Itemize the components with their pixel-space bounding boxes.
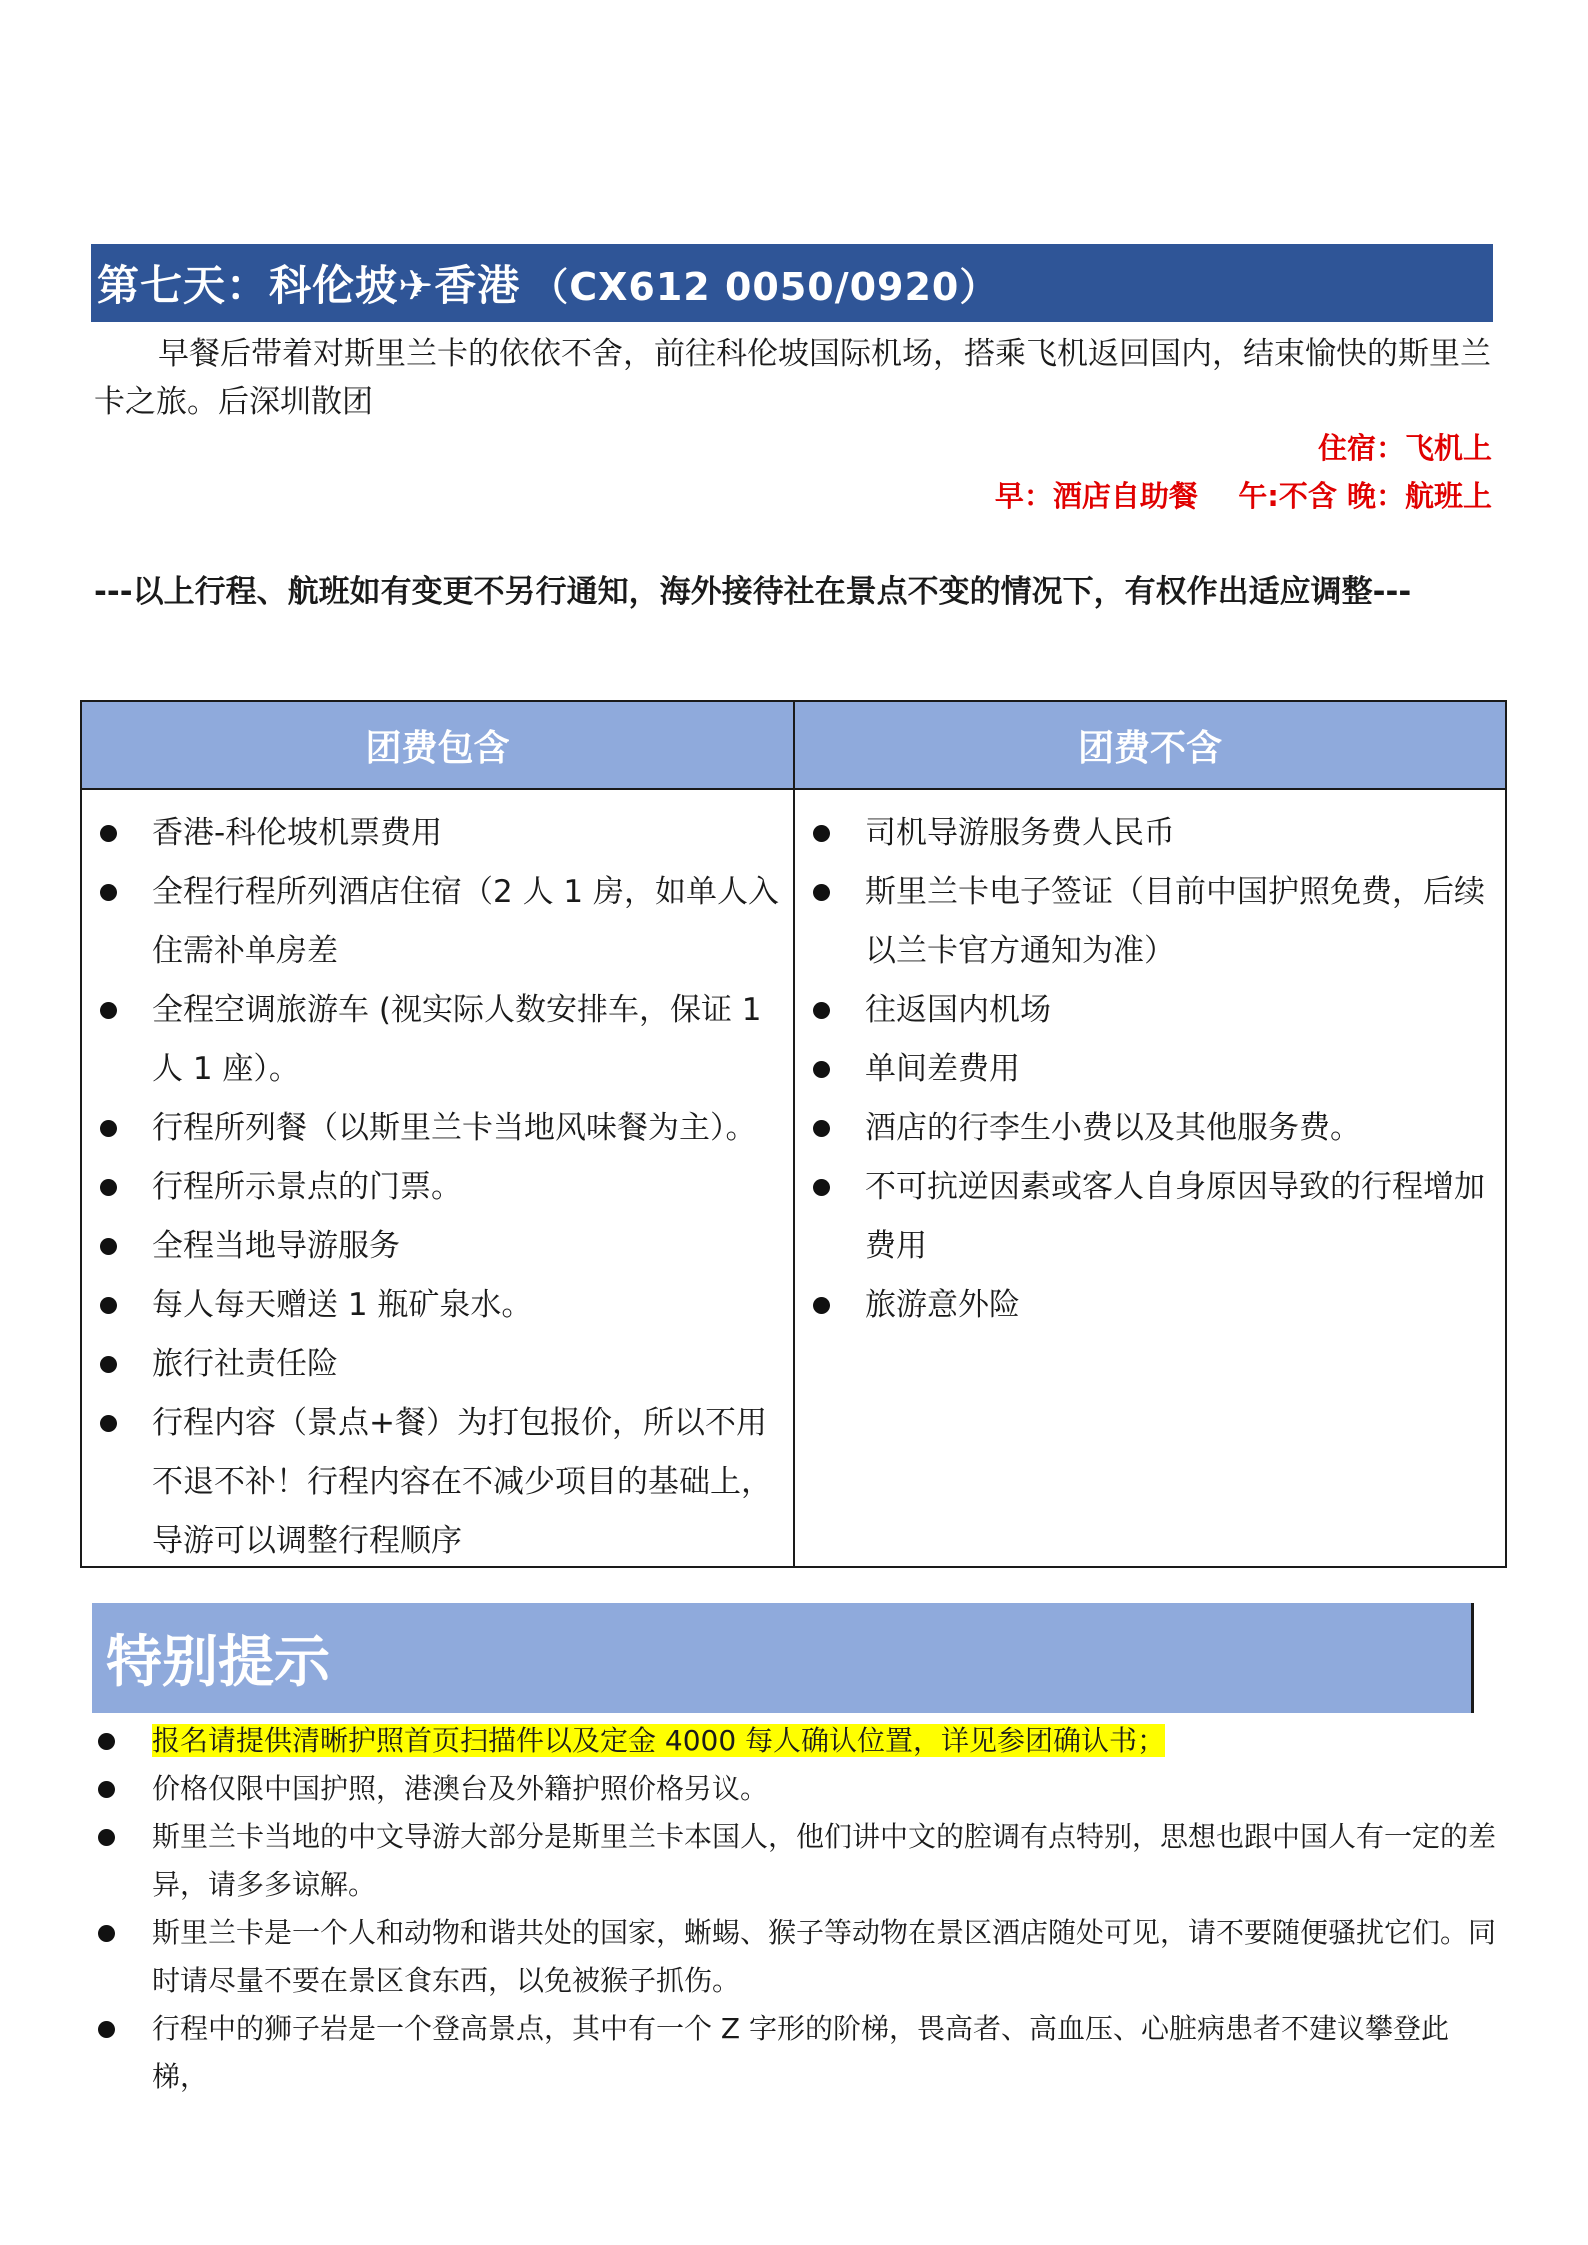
list-item: 斯里兰卡电子签证（目前中国护照免费，后续以兰卡官方通知为准） <box>795 863 1495 981</box>
list-item: 不可抗逆因素或客人自身原因导致的行程增加费用 <box>795 1158 1495 1276</box>
list-item <box>80 1717 1500 1765</box>
excluded-header: 团费不含 <box>794 701 1506 789</box>
change-notice: ---以上行程、航班如有变更不另行通知，海外接待社在景点不变的情况下，有权作出适应调整--- <box>94 574 1412 610</box>
list-item: 全程行程所列酒店住宿（2 人 1 房，如单人入住需补单房差 <box>82 863 783 981</box>
included-header: 团费包含 <box>81 701 794 789</box>
flight-info: （CX612 0050/0920） <box>530 264 999 309</box>
list-item: 旅行社责任险 <box>82 1335 783 1394</box>
lodging-info: 住宿：飞机上 <box>1317 431 1492 465</box>
tips-title-banner <box>92 1603 1474 1713</box>
list-item: 司机导游服务费人民币 <box>795 804 1495 863</box>
day-description: 早餐后带着对斯里兰卡的依依不舍，前往科伦坡国际机场，搭乘飞机返回国内，结束愉快的斯里兰卡之旅。后深圳散团 <box>94 336 1491 420</box>
included-cell <box>81 789 794 1567</box>
list-item: 斯里兰卡是一个人和动物和谐共处的国家，蜥蜴、猴子等动物在景区酒店随处可见，请不要随便骚扰它们。同时请尽量不要在景区食东西，以免被猴子抓伤。 <box>80 1909 1500 2005</box>
list-item: 斯里兰卡当地的中文导游大部分是斯里兰卡本国人，他们讲中文的腔调有点特别，思想也跟中国人有一定的差异，请多多谅解。 <box>80 1813 1500 1909</box>
list-item: 往返国内机场 <box>795 981 1495 1040</box>
day-title-banner <box>91 244 1493 322</box>
list-item: 全程当地导游服务 <box>82 1217 783 1276</box>
list-item: 价格仅限中国护照，港澳台及外籍护照价格另议。 <box>80 1765 1500 1813</box>
list-item: 旅游意外险 <box>795 1276 1495 1335</box>
list-item: 香港-科伦坡机票费用 <box>82 804 783 863</box>
meals-info: 早：酒店自助餐 午:不含 晚：航班上 <box>994 479 1492 513</box>
list-item: 行程中的狮子岩是一个登高景点，其中有一个 Z 字形的阶梯，畏高者、高血压、心脏病患者不建议攀登此梯， <box>80 2005 1500 2101</box>
highlighted-tip: 报名请提供清晰护照首页扫描件以及定金 4000 每人确认位置，详见参团确认书； <box>152 1724 1166 1757</box>
tips-list <box>80 1717 1500 2101</box>
list-item: 全程空调旅游车 (视实际人数安排车，保证 1 人 1 座）。 <box>82 981 783 1099</box>
day-title: 第七天：科伦坡✈香港 <box>97 261 521 310</box>
list-item: 行程所示景点的门票。 <box>82 1158 783 1217</box>
excluded-cell <box>794 789 1506 1567</box>
fees-table <box>80 700 1507 1568</box>
excluded-list <box>795 790 1505 1337</box>
list-item: 行程所列餐（以斯里兰卡当地风味餐为主）。 <box>82 1099 783 1158</box>
tips-title: 特别提示 <box>106 1630 330 1695</box>
list-item: 单间差费用 <box>795 1040 1495 1099</box>
list-item: 酒店的行李生小费以及其他服务费。 <box>795 1099 1495 1158</box>
included-list <box>82 790 793 1566</box>
list-item: 行程内容（景点+餐）为打包报价，所以不用不退不补！行程内容在不减少项目的基础上，导游可以调整行程顺序 <box>82 1394 783 1571</box>
list-item: 每人每天赠送 1 瓶矿泉水。 <box>82 1276 783 1335</box>
